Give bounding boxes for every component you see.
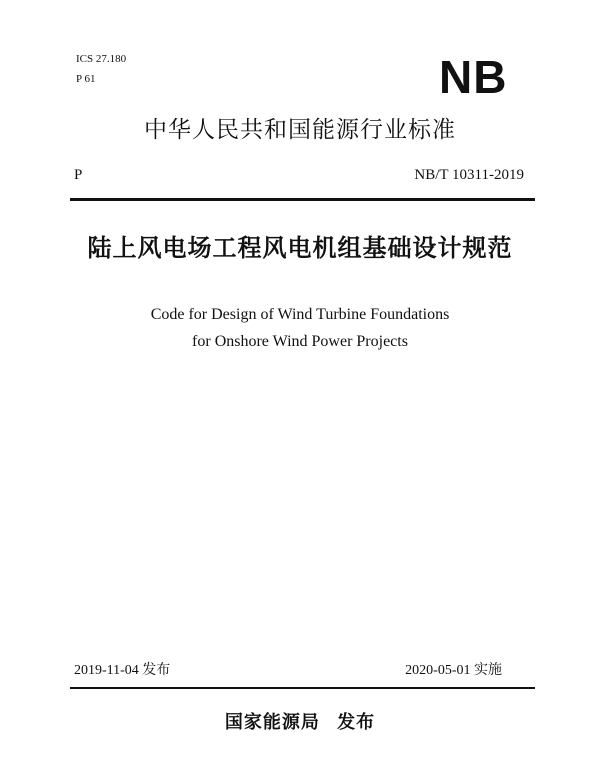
title-english-line-1: Code for Design of Wind Turbine Foundations — [150, 306, 450, 323]
nb-logo: NB — [439, 51, 508, 103]
footer-divider — [70, 687, 535, 689]
classification-letter: P — [74, 167, 83, 183]
title-chinese: 陆上风电场工程风电机组基础设计规范 — [87, 234, 513, 262]
standard-number: NB/T 10311-2019 — [414, 167, 524, 183]
category-code: P 61 — [76, 73, 96, 85]
publisher: 国家能源局 发布 — [224, 712, 376, 733]
header-divider — [70, 198, 535, 201]
title-english-line-2: for Onshore Wind Power Projects — [192, 333, 408, 350]
issue-date: 2019-11-04 发布 — [74, 663, 171, 678]
ics-code: ICS 27.180 — [76, 53, 127, 65]
issuer-title: 中华人民共和国能源行业标准 — [144, 117, 456, 143]
implementation-date: 2020-05-01 实施 — [405, 663, 502, 678]
